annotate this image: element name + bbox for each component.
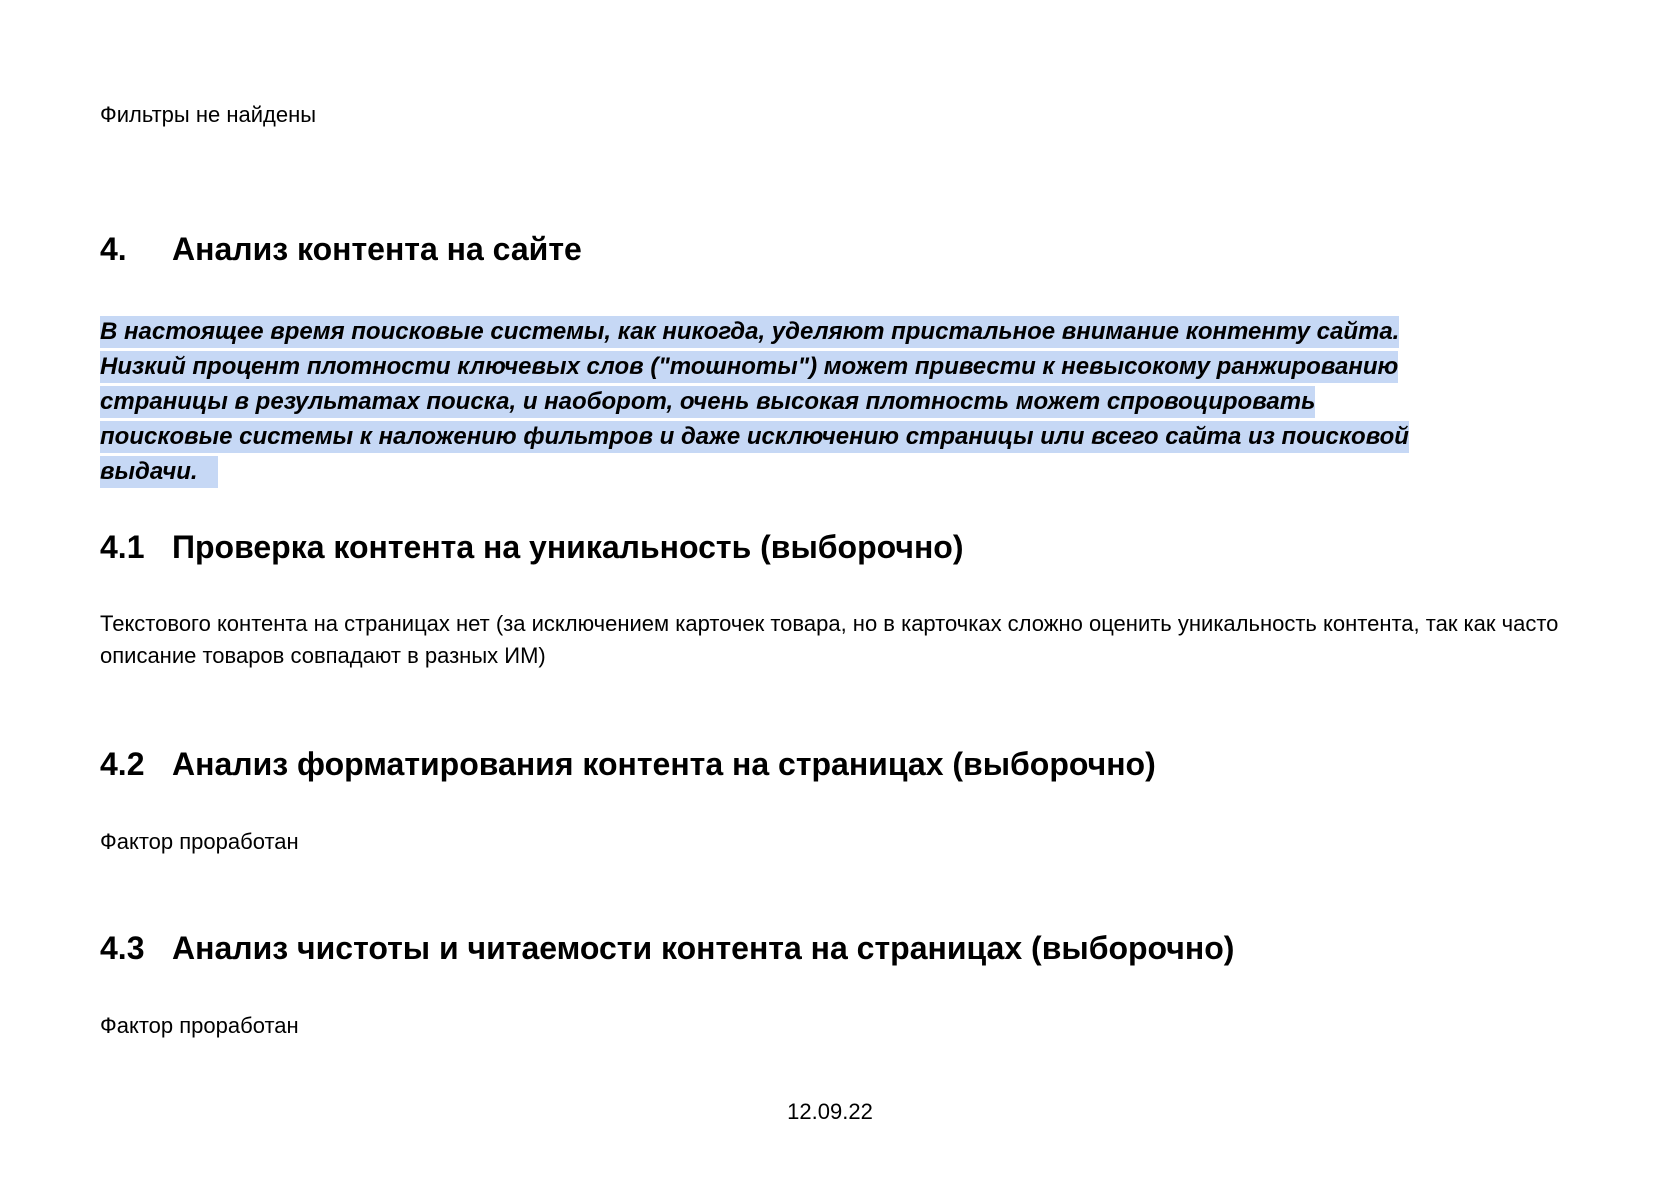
section-4-intro-highlighted[interactable] [100,314,1560,489]
section-4-3-text: Фактор проработан [100,1013,299,1038]
section-4-3-number: 4.3 [100,930,145,966]
section-4-heading [100,229,582,269]
footer-date: 12.09.22 [787,1099,873,1124]
intro-line: Низкий процент плотности ключевых слов ("тошноты") может привести к невысокому ранжированию [100,349,1560,384]
section-4-1-title: Проверка контента на уникальность (выборочно) [172,529,964,565]
intro-line: поисковые системы к наложению фильтров и даже исключению страницы или всего сайта из поисковой [100,419,1560,454]
section-4-number: 4. [100,231,127,267]
section-4-2-title: Анализ форматирования контента на страницах (выборочно) [172,746,1156,782]
section-4-title: Анализ контента на сайте [172,231,582,267]
intro-line: страницы в результатах поиска, и наоборот, очень высокая плотность может спровоцировать [100,384,1560,419]
section-4-2-number: 4.2 [100,746,145,782]
filters-note: Фильтры не найдены [100,102,317,127]
section-4-2-heading [100,744,1156,784]
section-4-1-number: 4.1 [100,529,145,565]
section-4-3-title: Анализ чистоты и читаемости контента на страницах (выборочно) [172,930,1235,966]
intro-line: В настоящее время поисковые системы, как никогда, уделяют пристальное внимание контенту сайта. [100,314,1560,349]
intro-line: выдачи. [100,454,1560,489]
section-4-2-text: Фактор проработан [100,829,299,854]
section-4-1-text: Текстового контента на страницах нет (за исключением карточек товара, но в карточках сложно оценить уникальность контента, так как часто описание товаров совпадают в разных ИМ) [100,611,1559,668]
section-4-1-heading [100,527,964,567]
section-4-3-heading [100,928,1234,968]
